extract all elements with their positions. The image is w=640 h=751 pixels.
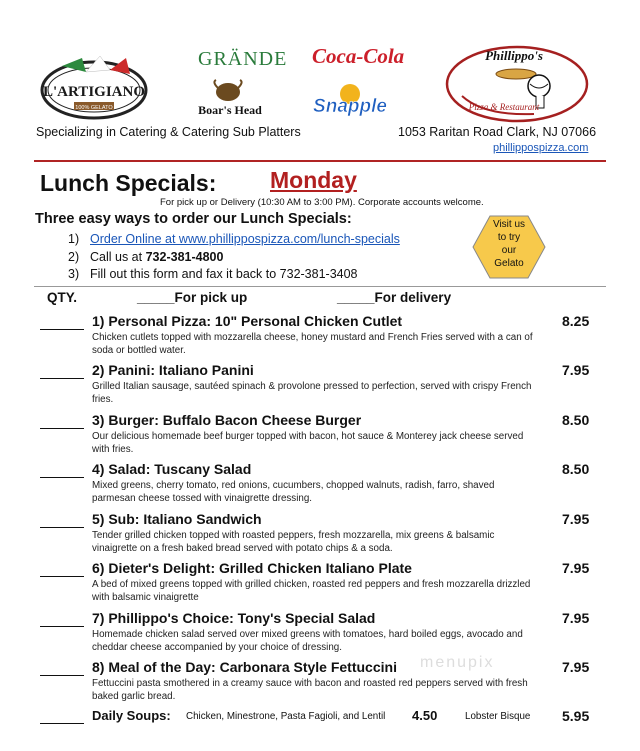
step-number: 1)	[68, 232, 80, 246]
item-1-title: 1) Personal Pizza: 10" Personal Chicken Cutlet	[92, 313, 403, 329]
grande-logo: GRÄNDE	[198, 48, 288, 70]
svg-text:Phillippo's: Phillippo's	[485, 48, 543, 63]
pickup-note: For pick up or Delivery (10:30 AM to 3:00 PM). Corporate accounts welcome.	[160, 197, 484, 208]
item-4-desc: Mixed greens, cherry tomato, red onions, cucumbers, chopped walnuts, radish, farro, shaved parmesan cheese tossed with vinaigrette dressing.	[92, 480, 495, 504]
gelato-line-1: Visit us	[492, 219, 526, 230]
section-divider	[34, 286, 606, 287]
item-1-price: 8.25	[562, 313, 590, 329]
lobster-bisque: Lobster Bisque	[465, 711, 531, 722]
gelato-line-3: our	[501, 245, 517, 256]
item-6-desc: A bed of mixed greens topped with grilled chicken, roasted red peppers and fresh mozzarella drizzled with balsamic vinaigrette	[92, 579, 531, 603]
item-6-price: 7.95	[562, 560, 590, 576]
item-5-desc: Tender grilled chicken topped with roasted peppers, fresh mozzarella, mix greens & balsamic vinaigrette on a fresh baked bread served with potato chips & a soda.	[92, 530, 495, 554]
qty-blank-8[interactable]	[40, 674, 84, 676]
lobster-bisque-price: 5.95	[562, 708, 590, 724]
item-5-price: 7.95	[562, 511, 590, 527]
restaurant-address: 1053 Raritan Road Clark, NJ 07066	[398, 125, 597, 139]
item-2-title: 2) Panini: Italiano Panini	[92, 362, 254, 378]
step-number: 3)	[68, 267, 80, 281]
step-number: 2)	[68, 250, 80, 264]
boars-head-logo	[194, 78, 266, 120]
item-8-price: 7.95	[562, 659, 590, 675]
svg-text:Pizza & Restaurant: Pizza & Restaurant	[468, 102, 540, 112]
pickup-option[interactable]: _____For pick up	[137, 290, 248, 305]
item-4-title: 4) Salad: Tuscany Salad	[92, 461, 252, 477]
item-2-desc: Grilled Italian sausage, sautéed spinach & provolone pressed to perfection, served with crispy French fries.	[92, 381, 532, 405]
item-3-desc: Our delicious homemade beef burger topped with bacon, hot sauce & Monterey jack cheese served with fries.	[92, 431, 524, 455]
item-1-desc: Chicken cutlets topped with mozzarella cheese, honey mustard and French Fries served with a can of soda or bottled water.	[92, 332, 533, 356]
coca-cola-logo: Coca-Cola	[312, 44, 405, 68]
qty-blank-1[interactable]	[40, 328, 84, 330]
ways-heading: Three easy ways to order our Lunch Specials:	[35, 211, 352, 227]
qty-blank-4[interactable]	[40, 476, 84, 478]
item-3-price: 8.50	[562, 412, 590, 428]
page-title: Lunch Specials:	[40, 170, 217, 196]
order-step-2	[68, 250, 223, 264]
soups-label: Daily Soups:	[92, 708, 171, 723]
svg-text:Boar's Head: Boar's Head	[198, 103, 262, 117]
artigiano-gelato-logo	[40, 52, 148, 124]
gelato-line-2: to try	[497, 232, 521, 243]
qty-blank-2[interactable]	[40, 377, 84, 379]
snapple-logo	[310, 80, 390, 120]
item-2-price: 7.95	[562, 362, 590, 378]
call-label: Call us at	[90, 250, 146, 264]
day-of-week: Monday	[270, 167, 357, 193]
order-step-1	[68, 232, 400, 246]
qty-column-header: QTY.	[47, 290, 78, 305]
item-4-price: 8.50	[562, 461, 590, 477]
website-link[interactable]: phillippospizza.com	[493, 142, 589, 154]
item-3-title: 3) Burger: Buffalo Bacon Cheese Burger	[92, 412, 362, 428]
header-divider	[34, 160, 606, 162]
item-8-desc: Fettuccini pasta smothered in a creamy sauce with bacon and roasted red peppers served with fresh baked garlic bread.	[92, 678, 528, 702]
item-7-price: 7.95	[562, 610, 590, 626]
phillippos-logo	[444, 44, 590, 124]
item-5-title: 5) Sub: Italiano Sandwich	[92, 511, 262, 527]
item-6-title: 6) Dieter's Delight: Grilled Chicken Italiano Plate	[92, 560, 412, 576]
svg-text:L'ARTIGIANO: L'ARTIGIANO	[43, 84, 145, 100]
gelato-line-4: Gelato	[494, 258, 524, 269]
order-online-link[interactable]: Order Online at www.phillippospizza.com/lunch-specials	[90, 232, 400, 246]
qty-blank-3[interactable]	[40, 427, 84, 429]
svg-text:Snapple: Snapple	[313, 96, 387, 117]
item-8-title: 8) Meal of the Day: Carbonara Style Fettuccini	[92, 659, 397, 675]
qty-blank-soup[interactable]	[40, 722, 84, 724]
item-7-desc: Homemade chicken salad served over mixed greens with tomatoes, hard boiled eggs, avocado and cheddar cheese accompanied by your choice of dressing.	[92, 629, 523, 653]
item-7-title: 7) Phillippo's Choice: Tony's Special Salad	[92, 610, 376, 626]
order-step-3	[68, 267, 358, 281]
qty-blank-7[interactable]	[40, 625, 84, 627]
qty-blank-5[interactable]	[40, 526, 84, 528]
delivery-option[interactable]: _____For delivery	[337, 290, 452, 305]
fax-instruction: Fill out this form and fax it back to 732-381-3408	[90, 267, 358, 281]
phone-number[interactable]: 732-381-4800	[145, 250, 224, 264]
soups-price: 4.50	[412, 708, 438, 723]
soups-list: Chicken, Minestrone, Pasta Fagioli, and Lentil	[186, 711, 386, 722]
qty-blank-6[interactable]	[40, 575, 84, 577]
tagline: Specializing in Catering & Catering Sub Platters	[36, 125, 301, 139]
svg-text:100% GELATO: 100% GELATO	[75, 105, 113, 111]
gelato-badge-text	[471, 218, 547, 270]
watermark: menupix	[420, 654, 495, 671]
